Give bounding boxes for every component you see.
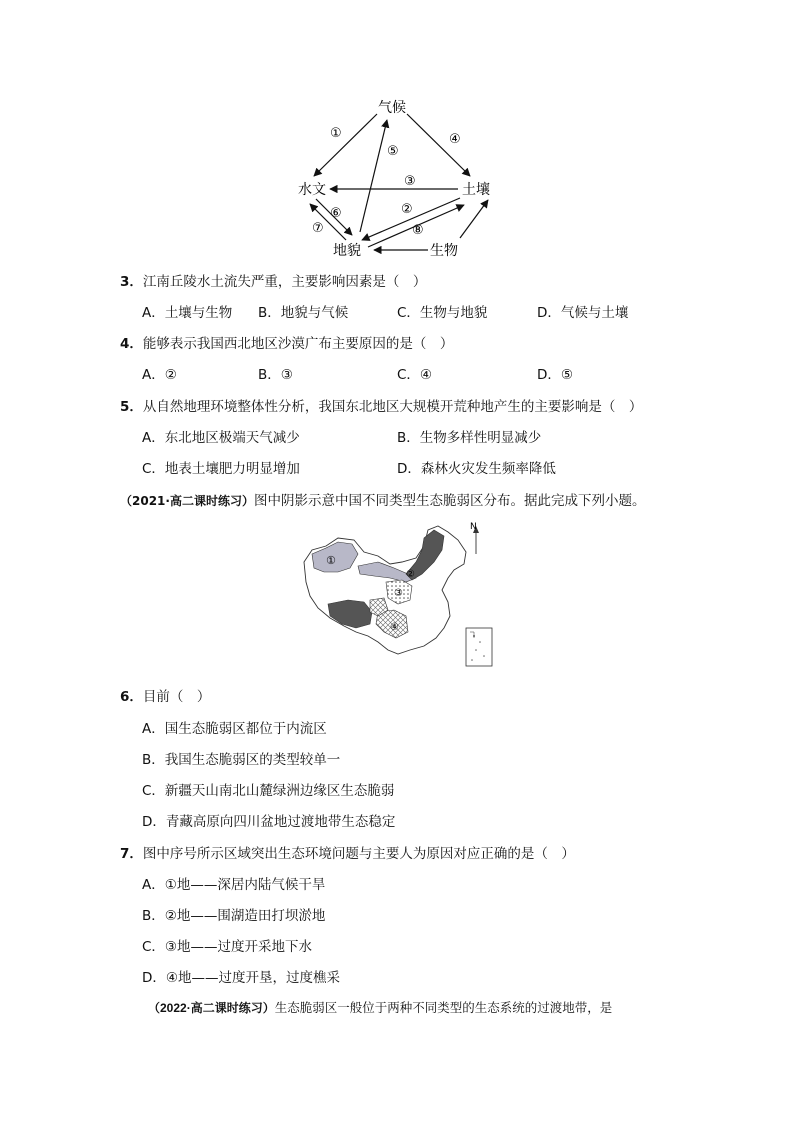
question-stem: 能够表示我国西北地区沙漠广布主要原因的是（ ） xyxy=(142,336,454,352)
arrow-biology-soil xyxy=(460,200,488,238)
question-stem: 江南丘陵水土流失严重，主要影响因素是（ ） xyxy=(142,274,427,290)
map-label-1: ① xyxy=(326,554,336,567)
q3-option-d[interactable]: D．气候与土壤 xyxy=(537,305,629,321)
edge-label-5: ⑤ xyxy=(387,144,399,159)
intro-text: 图中阴影示意中国不同类型生态脆弱区分布。据此完成下列小题。 xyxy=(253,493,646,509)
plateau-edge-shade xyxy=(328,600,372,628)
q7-option-d[interactable]: D．④地——过度开垦，过度樵采 xyxy=(142,970,340,986)
node-soil: 土壤 xyxy=(462,182,490,198)
q6-option-c[interactable]: C．新疆天山南北山麓绿洲边缘区生态脆弱 xyxy=(142,783,395,799)
q7-option-a[interactable]: A．①地——深居内陆气候干旱 xyxy=(142,877,326,893)
q3-option-b[interactable]: B．地貌与气候 xyxy=(258,305,349,321)
question-number: 3． xyxy=(120,274,143,290)
question-3 xyxy=(120,270,426,290)
node-landform: 地貌 xyxy=(333,243,361,259)
q4-option-d[interactable]: D．⑤ xyxy=(537,367,573,383)
q6-option-b[interactable]: B．我国生态脆弱区的类型较单一 xyxy=(142,752,341,768)
node-hydrology: 水文 xyxy=(298,182,326,198)
question-stem: 从自然地理环境整体性分析，我国东北地区大规模开荒种地产生的主要影响是（ ） xyxy=(142,399,643,415)
intro-text: 生态脆弱区一般位于两种不同类型的生态系统的过渡地带，是 xyxy=(274,1000,613,1015)
arrow-1 xyxy=(314,114,377,176)
q5-option-a[interactable]: A．东北地区极端天气减少 xyxy=(142,430,300,446)
source-tag: （2021·高二课时练习） xyxy=(120,494,254,508)
map-label-3: ③ xyxy=(394,588,403,599)
q5-option-c[interactable]: C．地表土壤肥力明显增加 xyxy=(142,461,300,477)
intro-2021 xyxy=(120,489,645,509)
source-tag: （2022·高二课时练习） xyxy=(148,1001,275,1015)
q5-option-d[interactable]: D．森林火灾发生频率降低 xyxy=(397,461,556,477)
q4-option-c[interactable]: C．④ xyxy=(397,367,433,383)
node-climate: 气候 xyxy=(378,100,406,116)
edge-label-7: ⑦ xyxy=(312,221,324,236)
q3-option-c[interactable]: C．生物与地貌 xyxy=(397,305,488,321)
element-relationship-diagram xyxy=(290,92,510,262)
question-7 xyxy=(120,842,575,862)
edge-label-2: ② xyxy=(401,202,413,217)
north-label: N xyxy=(470,522,477,532)
question-4 xyxy=(120,332,453,352)
china-ecological-fragile-zones-map xyxy=(298,520,498,670)
q7-option-c[interactable]: C．③地——过度开采地下水 xyxy=(142,939,313,955)
q6-option-a[interactable]: A．国生态脆弱区都位于内流区 xyxy=(142,721,327,737)
question-number: 7． xyxy=(120,846,143,862)
edge-label-3: ③ xyxy=(404,174,416,189)
q4-option-a[interactable]: A．② xyxy=(142,367,177,383)
q6-option-d[interactable]: D．青藏高原向四川盆地过渡地带生态稳定 xyxy=(142,814,396,830)
q4-option-b[interactable]: B．③ xyxy=(258,367,293,383)
edge-label-6: ⑥ xyxy=(330,206,342,221)
arrow-5 xyxy=(360,120,387,232)
question-stem: 图中序号所示区域突出生态环境问题与主要人为原因对应正确的是（ ） xyxy=(142,846,575,862)
map-label-2: ② xyxy=(406,569,415,580)
edge-label-1: ① xyxy=(330,126,342,141)
south-china-sea-inset xyxy=(466,628,492,666)
question-6 xyxy=(120,685,210,705)
q7-option-b[interactable]: B．②地——围湖造田打坝淤地 xyxy=(142,908,326,924)
map-label-4: ④ xyxy=(390,622,399,633)
node-biology: 生物 xyxy=(430,243,458,259)
question-number: 4． xyxy=(120,336,143,352)
question-stem: 目前（ ） xyxy=(142,689,211,705)
intro-2022 xyxy=(148,998,612,1016)
q3-option-a[interactable]: A．土壤与生物 xyxy=(142,305,233,321)
question-number: 6． xyxy=(120,689,143,705)
question-number: 5． xyxy=(120,399,143,415)
edge-label-4: ④ xyxy=(449,132,461,147)
edge-label-8: ⑧ xyxy=(412,223,424,238)
q5-option-b[interactable]: B．生物多样性明显减少 xyxy=(397,430,542,446)
question-5 xyxy=(120,395,642,415)
